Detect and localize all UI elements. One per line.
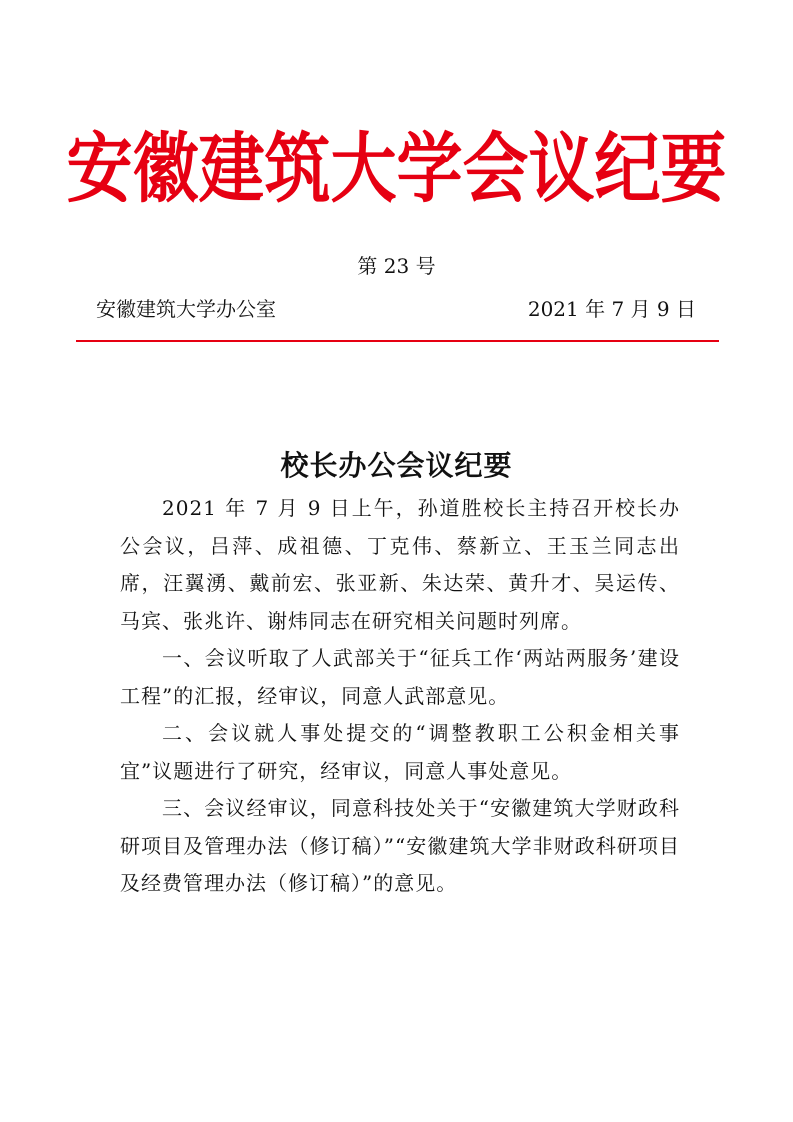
paragraph-item-1: 一、会议听取了人武部关于“征兵工作‘两站两服务’建设工程”的汇报，经审议，同意人武部意见。	[120, 646, 680, 708]
paragraph-item-3: 三、会议经审议，同意科技处关于“安徽建筑大学财政科研项目及管理办法（修订稿）”“安徽建筑大学非财政科研项目及经费管理办法（修订稿）”的意见。	[120, 796, 680, 895]
document-body	[120, 490, 680, 903]
masthead-title: 安徽建筑大学会议纪要	[66, 124, 727, 214]
paragraph-intro: 2021 年 7 月 9 日上午，孙道胜校长主持召开校长办公会议，吕萍、成祖德、丁克伟、蔡新立、王玉兰同志出席，汪翼湧、戴前宏、张亚新、朱达荣、黄升才、吴运传、马宾、张兆许、谢炜同志在研究相关问题时列席。	[120, 496, 680, 633]
document-title: 校长办公会议纪要	[280, 449, 513, 482]
paragraph-item-2: 二、会议就人事处提交的“调整教职工公积金相关事宜”议题进行了研究，经审议，同意人事处意见。	[120, 721, 680, 783]
document-number: 第 23 号	[357, 254, 436, 278]
issuer-name: 安徽建筑大学办公室	[96, 297, 276, 321]
red-divider	[76, 340, 719, 342]
issue-date: 2021 年 7 月 9 日	[527, 297, 696, 321]
issuer-row	[96, 294, 696, 324]
